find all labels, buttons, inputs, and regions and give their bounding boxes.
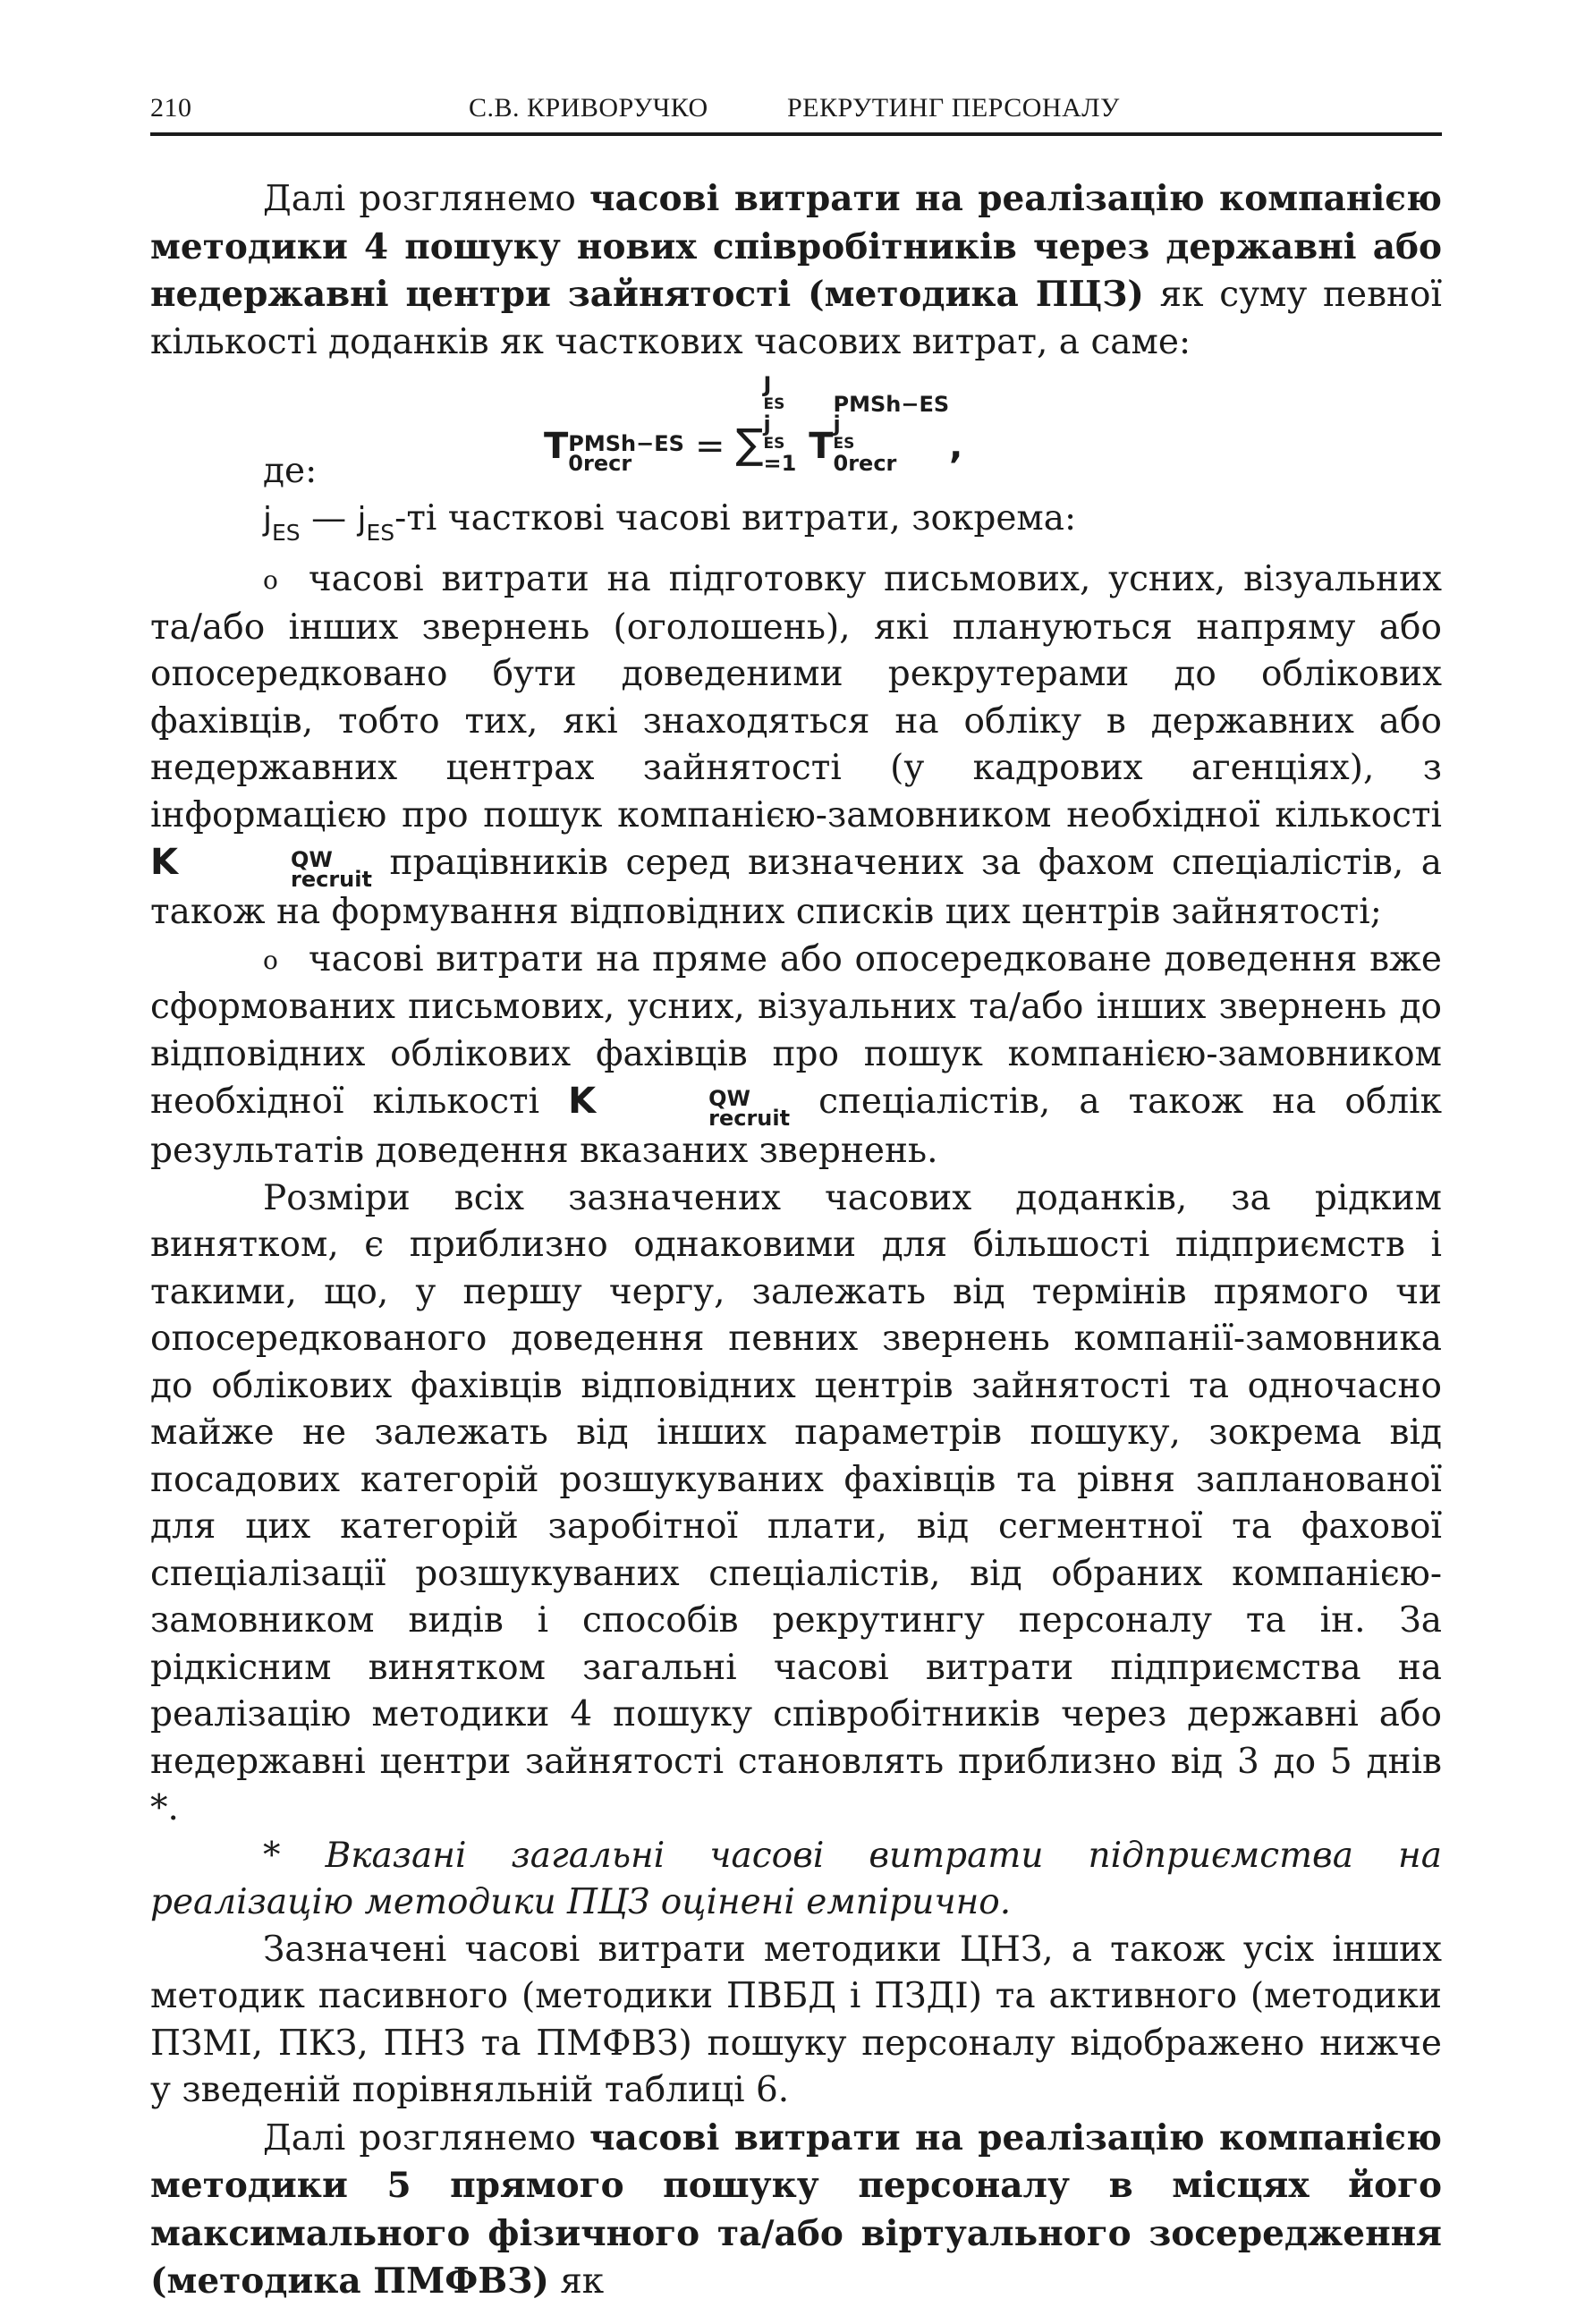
- formula-sum-lower-es: ES: [763, 435, 785, 453]
- formula-sum-limits: [763, 372, 797, 476]
- formula-lhs-indices: [568, 431, 684, 476]
- paragraph-lead: Далі розглянемо: [263, 179, 589, 219]
- formula-lhs-symbol: T: [544, 426, 569, 467]
- formula-rhs-indices: [833, 392, 950, 476]
- def-dash: —: [300, 497, 358, 539]
- def-symbol: [263, 500, 301, 546]
- bullet-text-after: спеціалістів, а також на облік результатів доведення вказаних звернень.: [150, 1081, 1443, 1171]
- paragraph-bold-phrase: часові витрати на реалізацію компанією методики 4 пошуку нових співробітників через державні або недержавні центри зайнятості (методика ПЦЗ): [150, 178, 1442, 315]
- body-text: [150, 175, 1442, 2306]
- definition-jes: [150, 496, 1442, 557]
- def-symbol-2: [357, 500, 395, 546]
- k-sub: recruit: [708, 1106, 791, 1131]
- formula-rhs-sub-tail: 0recr: [833, 451, 897, 476]
- formula-rhs-sup: PMSh−ES: [833, 392, 950, 417]
- k-sup: QW: [291, 847, 333, 872]
- author-name: С.В. КРИВОРУЧКО: [469, 93, 708, 123]
- paragraph-lead: Далі розглянемо: [263, 2117, 589, 2159]
- def-j-sub: ES: [272, 519, 301, 546]
- k-letter: K: [568, 1081, 597, 1122]
- formula-rhs-sub-es: ES: [833, 435, 855, 453]
- formula-sum-upper-j: J: [763, 372, 772, 397]
- k-recruit-symbol: [568, 1081, 791, 1131]
- bullet-text-after: працівників серед визначених за фахом спеціалістів, а також на формування відповідних списків цих центрів зайнятості;: [150, 843, 1442, 932]
- formula-sum-upper-es: ES: [763, 395, 785, 413]
- k-indices: [178, 847, 372, 892]
- paragraph-intro-pcz: [150, 175, 1442, 366]
- where-label: де:: [263, 451, 318, 491]
- formula-rhs-symbol: T: [809, 426, 834, 467]
- formula-sum-lower-tail: =1: [763, 451, 797, 476]
- k-sub: recruit: [291, 867, 372, 892]
- formula-sum-lower-j: j: [763, 411, 771, 437]
- bullet-marker: o: [263, 565, 278, 595]
- paragraph-intro-pmfvz: [150, 2115, 1442, 2306]
- def-text: -ті часткові часові витрати, зокрема:: [394, 497, 1077, 539]
- formula-rhs-sub: [833, 411, 950, 476]
- formula-sum-sign: ∑: [735, 420, 764, 468]
- footnote-empirical: * Вказані загальні часові витрати підприємства на реалізацію методики ПЦЗ оцінені емпірично.: [150, 1835, 1442, 1922]
- k-letter: K: [150, 842, 178, 883]
- k-recruit-symbol: [150, 842, 372, 892]
- list-item-delivery: [150, 937, 1442, 1175]
- paragraph-bold-phrase: часові витрати на реалізацію компанією методики 5 прямого пошуку персоналу в місцях його максимального фізичного та/або віртуального зосередження (методика ПМФВЗ): [150, 2116, 1442, 2302]
- bullet-text-before: часові витрати на пряме або опосередковане доведення вже сформованих письмових, усних, візуальних та/або інших звернень до відповідних облікових фахівців про пошук компанією-замовником необхідної кількості: [150, 938, 1442, 1122]
- formula-sum-upper: [763, 372, 796, 414]
- page-number: 210: [150, 93, 192, 123]
- formula-lhs-sub: 0recr: [568, 451, 632, 476]
- formula-comma: ,: [949, 426, 963, 467]
- def-j: j: [263, 500, 273, 538]
- paragraph-sizes: Розміри всіх зазначених часових доданків, за рідким винятком, є приблизно однаковими для більшості підприємств і такими, що, у першу чергу, залежать від термінів прямого чи опосередкованого доведення певних звернень компанії-замовника до облікових фахівців відповідних центрів зайнятості та одночасно майже не залежать від інших параметрів пошуку, зокрема від посадових категорій розшукуваних фахівців та рівня запланованої для цих категорій заробітної плати, від сегментної та фахової спеціалізації розшукуваних спеціалістів, від обраних компанією-замовником видів і способів рекрутингу персоналу та ін. За рідкісним винятком загальні часові витрати підприємства на реалізацію методики 4 пошуку співробітників через державні або недержавні центри зайнятості становлять приблизно від 3 до 5 днів *.: [150, 1177, 1442, 1828]
- bullet-marker: o: [263, 945, 278, 975]
- paragraph-tail: як: [548, 2261, 605, 2302]
- paragraph-comparison: Зазначені часові витрати методики ЦНЗ, а також усіх інших методик пасивного (методики ПВБД і ПЗДІ) та активного (методики ПЗМІ, ПКЗ, ПНЗ та ПМФВЗ) пошуку персоналу відображено нижче у зведеній порівняльній таблиці 6.: [150, 1929, 1442, 2110]
- def-j2-sub: ES: [366, 519, 395, 546]
- book-title: РЕКРУТИНГ ПЕРСОНАЛУ: [787, 93, 1120, 123]
- k-sup: QW: [708, 1086, 750, 1111]
- paragraph-tail: як суму певної кількості доданків як часткових часових витрат, а саме:: [150, 275, 1443, 362]
- formula-equals: =: [694, 426, 725, 467]
- formula-lhs-sup: PMSh−ES: [568, 431, 684, 456]
- formula-rhs-sub-j: j: [833, 411, 841, 437]
- header-rule: [150, 132, 1442, 136]
- bullet-text-before: часові витрати на підготовку письмових, усних, візуальних та/або інших звернень (оголошень), які плануються напряму або опосередковано бути доведеними рекрутерами до облікових фахівців, тобто тих, які знаходяться на обліку в державних або недержавних центрах зайнятості (у кадрових агенціях), з інформацією про пошук компанією-замовником необхідної кількості: [150, 559, 1442, 835]
- running-head: [150, 93, 1442, 134]
- def-j2: j: [357, 500, 367, 538]
- list-item-preparation: [150, 556, 1442, 937]
- k-indices: [596, 1086, 791, 1131]
- formula-sum-lower: [763, 411, 797, 476]
